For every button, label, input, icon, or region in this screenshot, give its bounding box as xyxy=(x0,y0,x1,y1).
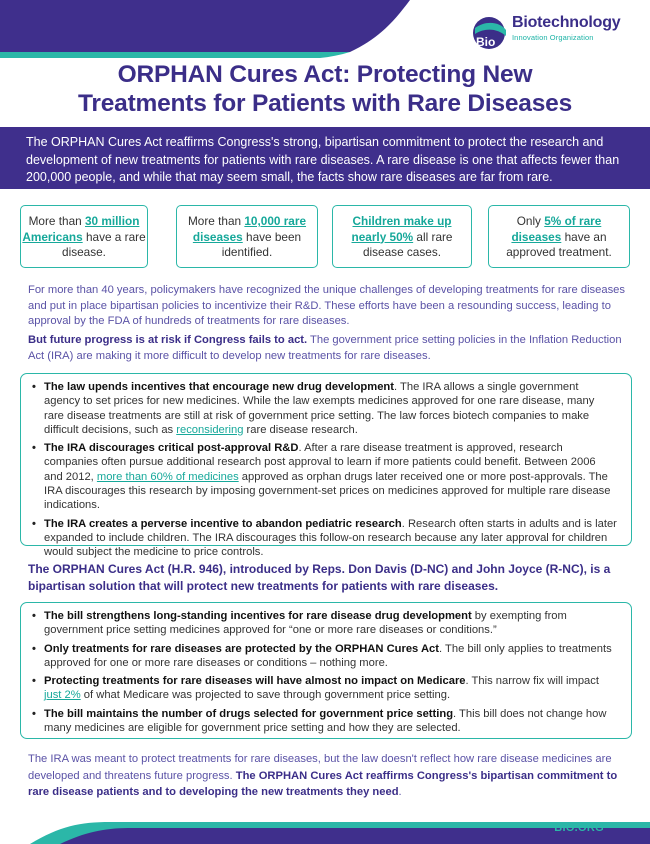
logo-mark-text: Bio xyxy=(476,35,496,49)
problem-item xyxy=(21,517,617,560)
problem-1-text: . The IRA allows a single government agency to set prices for new medicines. While the law exempts medicines approved for one rare disease, many rare disease treatments are still at risk of government price setting. The law forces biotech companies to make difficult decisions, such as xyxy=(44,381,595,436)
stat-3-post: all rare disease cases. xyxy=(362,229,453,259)
bill-1-bold: The bill strengthens long-standing incentives for rare disease drug development xyxy=(44,610,472,622)
stat-4-highlight[interactable]: 5% of rare diseases xyxy=(511,214,602,244)
stat-4-post: have an approved treatment. xyxy=(506,229,612,259)
footer-url-link[interactable]: BIO.ORG xyxy=(554,822,604,834)
page-title xyxy=(20,60,630,118)
risk-bold: But future progress is at risk if Congress fails to act. xyxy=(28,334,308,346)
stat-1-pre: More than xyxy=(28,214,85,228)
solution-statement: The ORPHAN Cures Act (H.R. 946), introduced by Reps. Don Davis (D-NC) and John Joyce (R-NC), is a bipartisan solution that will protect new treatments for patients with rare diseases. xyxy=(28,562,611,593)
stat-card-1 xyxy=(20,205,148,268)
bill-2-bold: Only treatments for rare diseases are protected by the ORPHAN Cures Act xyxy=(44,642,440,655)
stat-4-pre: Only xyxy=(516,214,545,228)
problem-1-tail: rare disease research. xyxy=(243,423,358,436)
stat-2-highlight[interactable]: 10,000 rare diseases xyxy=(192,214,307,244)
title-line-2: Treatments for Patients with Rare Diseases xyxy=(77,90,573,117)
risk-paragraph xyxy=(28,333,628,364)
problem-2-text: . After a rare disease treatment is approved, research companies often pursue additional research post approval to learn if more patients could benefit. Between 2006 and 2012, xyxy=(44,442,596,483)
logo-subtitle: Innovation Organization xyxy=(512,33,594,42)
closing-text: The IRA was meant to protect treatments for rare diseases, but the law doesn't reflect how rare disease medicines are developed and threatens future progress. xyxy=(28,753,612,782)
bill-1-text: by exempting from government price setting medicines approved for “one or more rare diseases or conditions.” xyxy=(44,610,567,637)
bill-box xyxy=(20,602,632,739)
intro-banner: The ORPHAN Cures Act reaffirms Congress's strong, bipartisan commitment to protect the research and development of new treatments for patients with rare diseases. A rare disease is one that affects fewer than 200,000 people, and while that may seem small, the facts show rare diseases are far from rare. xyxy=(0,127,650,189)
problems-box xyxy=(20,373,632,559)
two-percent-link[interactable]: just 2% xyxy=(44,689,81,702)
bill-3-text: . This narrow fix will impact xyxy=(465,675,599,688)
closing-end: . xyxy=(398,786,402,798)
reconsidering-link[interactable]: reconsidering xyxy=(176,423,244,436)
problem-3-bold: The IRA creates a perverse incentive to abandon pediatric research xyxy=(44,517,402,530)
title-line-1: ORPHAN Cures Act: Protecting New xyxy=(117,61,533,88)
closing-bold: The ORPHAN Cures Act reaffirms Congress's bipartisan commitment to rare disease patients and to developing the new treatments they need xyxy=(28,769,618,798)
stat-2-post: have been identified. xyxy=(221,229,302,259)
bill-4-bold: The bill maintains the number of drugs selected for government price setting xyxy=(44,707,454,720)
stat-card-4 xyxy=(488,205,630,268)
stat-1-post: have a rare disease. xyxy=(62,229,146,259)
footer-swoosh xyxy=(0,808,650,844)
bill-3-bold: Protecting treatments for rare diseases will have almost no impact on Medicare xyxy=(44,675,466,688)
intro-paragraph: For more than 40 years, policymakers have recognized the unique challenges of developing treatments for rare diseases and put in place bipartisan policies to incentivize their R&D. These efforts have been a resounding success, leading to approval by the FDA of hundreds of treatments for rare diseases. xyxy=(28,284,625,327)
bio-logo-icon xyxy=(472,16,508,50)
stat-1-highlight[interactable]: 30 million Americans xyxy=(22,214,140,244)
closing-paragraph xyxy=(28,751,628,801)
stat-card-2 xyxy=(176,205,318,268)
risk-text: The government price setting policies in the Inflation Reduction Act (IRA) are making it more difficult to develop new treatments for rare diseases. xyxy=(28,334,622,362)
problem-3-text: . Research often starts in adults and is later expanded to include children. The IRA discourages this follow-on research because any later approval for children would subject the medicine to price controls. xyxy=(44,517,617,559)
logo-title: Biotechnology xyxy=(512,14,621,31)
bill-item xyxy=(21,609,617,638)
problem-2-tail: approved as orphan drugs later received one or more post-approvals. The IRA discourages this research by imposing government-set prices on medicines approved for multiple rare disease indications. xyxy=(44,470,611,512)
bill-item xyxy=(21,674,617,703)
bill-item xyxy=(21,707,617,736)
bill-3-tail: of what Medicare was projected to save through government price setting. xyxy=(80,689,451,702)
stat-card-3 xyxy=(332,205,472,268)
bill-item xyxy=(21,642,617,671)
bill-2-text: . The bill only applies to treatments approved for one or more rare diseases or conditions – nothing more. xyxy=(44,642,612,669)
bio-logo[interactable] xyxy=(472,12,632,52)
bill-4-text: . This bill does not change how many medicines are eligible for government price setting and how they are selected. xyxy=(44,707,607,735)
problem-item xyxy=(21,441,617,512)
stat-3-highlight[interactable]: Children make up nearly 50% xyxy=(351,214,452,244)
problem-item xyxy=(21,380,617,437)
problem-1-bold: The law upends incentives that encourage new drug development xyxy=(44,381,394,393)
stat-2-pre: More than xyxy=(187,214,245,228)
sixty-percent-link[interactable]: more than 60% of medicines xyxy=(96,470,239,483)
problem-2-bold: The IRA discourages critical post-approval R&D xyxy=(44,442,299,455)
